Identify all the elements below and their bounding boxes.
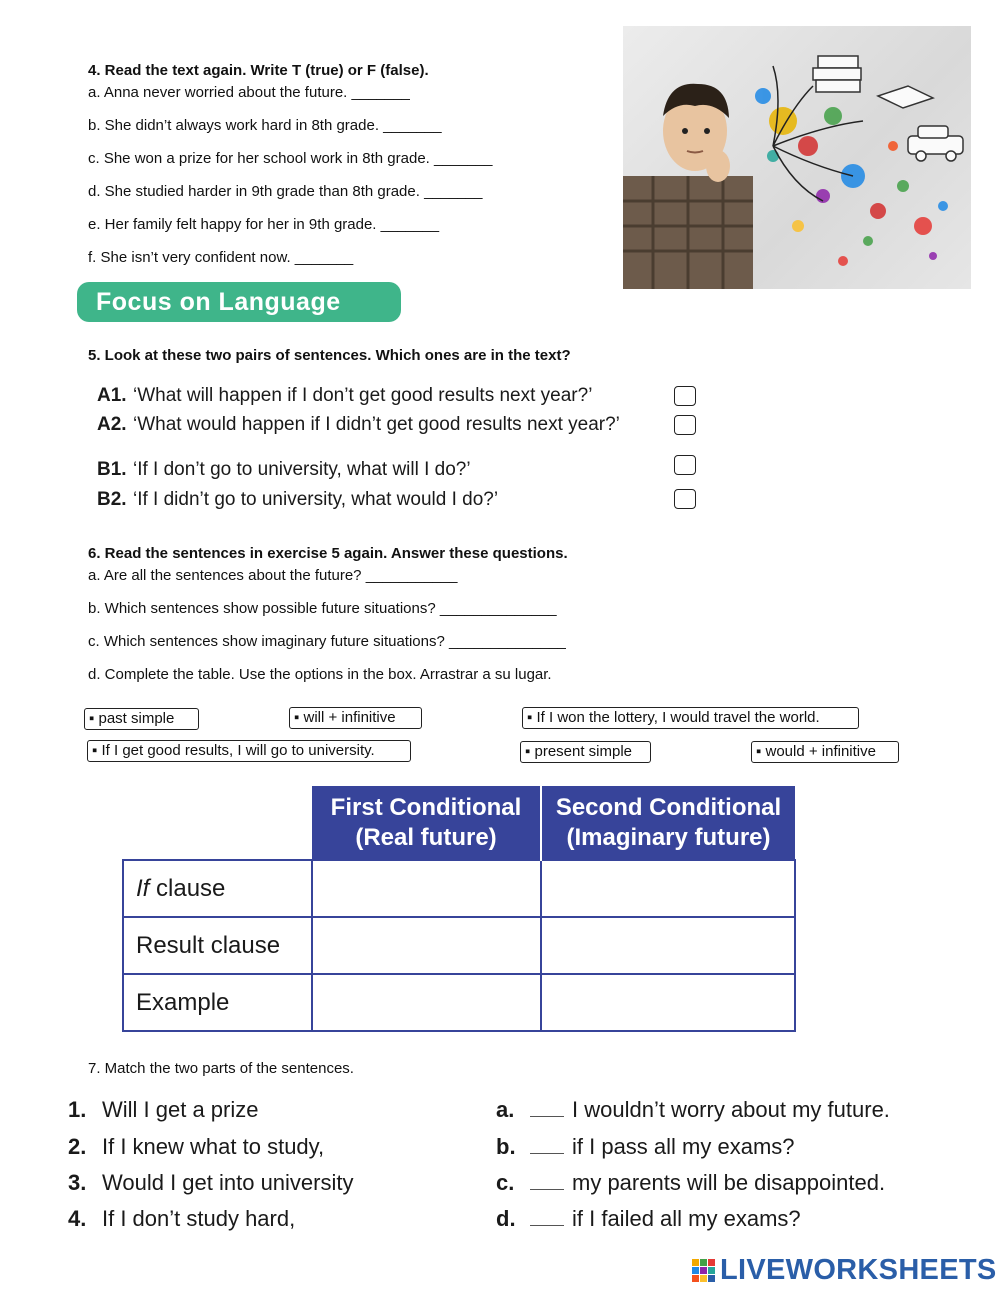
header-first-line2: (Real future) — [355, 823, 497, 851]
match-left-2 — [68, 1134, 324, 1160]
drop-cell-first-if[interactable] — [312, 860, 541, 917]
header-second-line2: (Imaginary future) — [566, 823, 771, 851]
ex4-item-b: b. She didn’t always work hard in 8th grade. _______ — [88, 117, 442, 134]
sentence-tag: B1. — [97, 459, 127, 480]
header-first-conditional — [312, 786, 541, 860]
logo-mark — [692, 1253, 716, 1287]
ex4-item-d: d. She studied harder in 9th grade than 8th grade. _______ — [88, 183, 483, 200]
match-right-b — [496, 1134, 795, 1160]
header-second-conditional — [541, 786, 795, 860]
ex6-item-a: a. Are all the sentences about the future? ___________ — [88, 567, 458, 584]
ex7-title: 7. Match the two parts of the sentences. — [88, 1060, 354, 1077]
match-letter: c. — [496, 1170, 515, 1195]
match-letter: a. — [496, 1097, 515, 1122]
match-right-d — [496, 1206, 801, 1232]
answer-blank-c[interactable] — [530, 1175, 564, 1190]
sentence-text: ‘What would happen if I didn’t get good results next year?’ — [133, 414, 620, 435]
answer-blank-d[interactable] — [530, 1211, 564, 1226]
checkbox-a2[interactable] — [674, 415, 696, 435]
thinking-boy-illustration — [623, 26, 971, 289]
drop-cell-first-example[interactable] — [312, 974, 541, 1031]
match-left-1 — [68, 1097, 259, 1123]
match-text: I wouldn’t worry about my future. — [572, 1097, 890, 1122]
row-header-if-clause — [123, 860, 312, 917]
ex4-item-f: f. She isn’t very confident now. _______ — [88, 249, 354, 266]
ex6-title: 6. Read the sentences in exercise 5 again. Answer these questions. — [88, 545, 568, 562]
match-text: Would I get into university — [102, 1170, 354, 1195]
match-number: 2. — [68, 1134, 87, 1159]
option-past-simple[interactable]: ▪ past simple — [84, 708, 199, 730]
conditionals-table — [122, 786, 796, 1032]
match-text: if I failed all my exams? — [572, 1206, 801, 1231]
ex5-sentence-b1 — [97, 459, 471, 481]
option-second-conditional-example[interactable]: ▪ If I won the lottery, I would travel the world. — [522, 707, 859, 729]
ex5-sentence-b2 — [97, 489, 498, 511]
ex6-item-b: b. Which sentences show possible future situations? ______________ — [88, 600, 557, 617]
sentence-tag: B2. — [97, 489, 127, 510]
match-right-c — [496, 1170, 885, 1196]
answer-blank-b[interactable] — [530, 1139, 564, 1154]
match-left-3 — [68, 1170, 354, 1196]
ex5-title: 5. Look at these two pairs of sentences. Which ones are in the text? — [88, 347, 571, 364]
ex5-sentence-a1 — [97, 385, 592, 407]
match-left-4 — [68, 1206, 295, 1232]
header-first-line1: First Conditional — [330, 793, 522, 821]
table-corner — [123, 786, 312, 860]
match-right-a — [496, 1097, 890, 1123]
answer-blank-a[interactable] — [530, 1102, 564, 1117]
match-number: 3. — [68, 1170, 87, 1195]
liveworksheets-logo-icon — [692, 1253, 716, 1287]
header-second-line1: Second Conditional — [555, 793, 782, 821]
drop-cell-second-if[interactable] — [541, 860, 795, 917]
row-header-example: Example — [123, 974, 312, 1031]
match-text: my parents will be disappointed. — [572, 1170, 886, 1195]
match-number: 1. — [68, 1097, 87, 1122]
ex4-item-e: e. Her family felt happy for her in 9th grade. _______ — [88, 216, 440, 233]
option-present-simple[interactable]: ▪ present simple — [520, 741, 651, 763]
ex4-item-a: a. Anna never worried about the future. _______ — [88, 84, 410, 101]
sentence-text: ‘If I didn’t go to university, what would I do?’ — [133, 489, 499, 510]
drop-cell-first-result[interactable] — [312, 917, 541, 974]
match-letter: d. — [496, 1206, 516, 1231]
checkbox-b1[interactable] — [674, 455, 696, 475]
match-letter: b. — [496, 1134, 516, 1159]
ex5-sentence-a2 — [97, 414, 620, 436]
sentence-tag: A1. — [97, 385, 127, 406]
ex6-item-d: d. Complete the table. Use the options in the box. Arrastrar a su lugar. — [88, 666, 552, 683]
option-first-conditional-example[interactable]: ▪ If I get good results, I will go to university. — [87, 740, 411, 762]
if-italic: If — [136, 874, 150, 902]
match-text: If I don’t study hard, — [102, 1206, 296, 1231]
checkbox-b2[interactable] — [674, 489, 696, 509]
if-clause-rest: clause — [149, 874, 226, 902]
ex4-item-c: c. She won a prize for her school work in 8th grade. _______ — [88, 150, 493, 167]
liveworksheets-logo-text: LIVEWORKSHEETS — [720, 1254, 997, 1286]
drop-cell-second-result[interactable] — [541, 917, 795, 974]
row-header-result-clause: Result clause — [123, 917, 312, 974]
ex6-item-c: c. Which sentences show imaginary future situations? ______________ — [88, 633, 566, 650]
sentence-text: ‘What will happen if I don’t get good results next year?’ — [133, 385, 593, 406]
illustration-drawing — [623, 26, 971, 289]
sentence-text: ‘If I don’t go to university, what will I do?’ — [133, 459, 471, 480]
match-text: if I pass all my exams? — [572, 1134, 795, 1159]
match-text: If I knew what to study, — [102, 1134, 325, 1159]
match-number: 4. — [68, 1206, 87, 1231]
option-would-infinitive[interactable]: ▪ would + infinitive — [751, 741, 899, 763]
sentence-tag: A2. — [97, 414, 127, 435]
option-will-infinitive[interactable]: ▪ will + infinitive — [289, 707, 422, 729]
focus-on-language-banner: Focus on Language — [77, 282, 401, 322]
drop-cell-second-example[interactable] — [541, 974, 795, 1031]
match-text: Will I get a prize — [102, 1097, 259, 1122]
ex4-title: 4. Read the text again. Write T (true) or F (false). — [88, 62, 429, 79]
checkbox-a1[interactable] — [674, 386, 696, 406]
